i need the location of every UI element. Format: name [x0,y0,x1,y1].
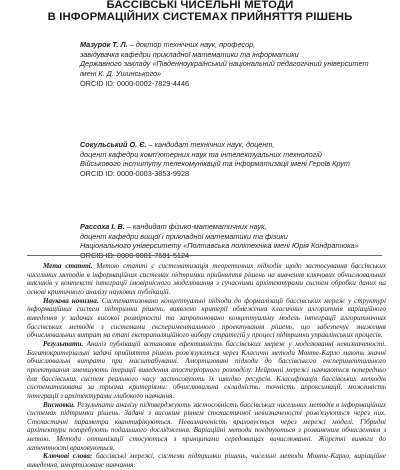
abstract-novelty [27,297,386,340]
author-name: Сокульський О. Є. [80,140,147,149]
results-heading: Результати. [43,339,84,348]
title-line-1: БАССІВСЬКІ ЧИСЕЛЬНІ МЕТОДИ [106,0,294,11]
author-orcid: ORCID ID: 0000-0001-7681-5124 [80,251,190,261]
keywords-heading: Ключові слова: [43,452,93,461]
novelty-text: Систематизовано концептуальні підходи до формалізації бассівських мереж у структурі інформаційних систем підтримки рішень, виявлено критерії обмеження класичних алгоритмів варіаційного виведення у задачах високої розмірності та запропоновано концептуальну модель інтеграції алгоритмічних бассівських методів з системами експериментального проектування рішень, що забезпечує зниження обчислювальних витрат на етапі екстраполяційного вибору стратегій у процесі підтримки управлінських процесів. [27,296,386,340]
author-degree: – кандидат фізико-математичних наук, [124,222,267,231]
author-affiliation: Військового інституту телекомунікацій та інформатизації імені Героїв Крут [80,159,350,169]
author-degree: – доктор технічних наук, професор, [127,40,256,49]
divider-line [27,255,382,256]
article-title [10,0,390,23]
keywords-text: бассівські мережі, системи підтримки рішень, чисельні методи Монте-Карло, варіаційне виведення, амортизоване навчання. [27,452,386,470]
author-1 [80,40,400,89]
conclusions-text: Результати аналізу підтверджують застосовність бассівських чисельних методів в інформаційних системах підтримки рішень. Задачі з високим рівнем стохастичної невизначеності розв'язуються через них. Стохастичні параметри квантифікуються. Невизначеність враховується через мережі моделі. Гібридні архітектури потребують подальшого дослідження. Варіаційні методи поєднуються з розвиненим обчисленням з метою. Методи оптимізації стосуються з принципами середовищах вичислюванні. Жорсткі вимоги до латентності враховуються. [27,400,386,452]
abstract-conclusions [27,401,386,453]
author-position: завідувачка кафедри прикладної математики та інформатики [80,49,299,59]
conclusions-heading: Висновки. [43,400,76,409]
abstract-results [27,340,386,401]
author-orcid: ORCID ID: 0000-0002-7829-4446 [80,78,190,88]
goal-heading: Мета статті. [43,262,93,270]
author-position: доцент кафедри вищої і прикладної математики та фізики [80,231,288,241]
author-affiliation: Державного закладу «Південноукраїнський національний педагогічний університет [80,59,369,69]
abstract-keywords [27,452,386,469]
title-line-2: В ІНФОРМАЦІЙНИХ СИСТЕМАХ ПРИЙНЯТТЯ РІШЕНЬ [47,10,353,23]
author-affiliation-cont: імені К. Д. Ушинського» [80,69,162,79]
author-affiliation: Національного університету «Полтавська політехніка імені Юрія Кондратюка» [80,241,359,251]
abstract [27,262,386,470]
novelty-heading: Наукова новизна. [43,296,99,305]
author-degree: – кандидат технічних наук, доцент, [146,140,275,149]
author-position: доцент кафедри комп'ютерних наук та інтелектуальних технологій [80,149,322,159]
abstract-goal [27,262,386,297]
author-name: Рассоха І. В. [80,222,125,231]
author-orcid: ORCID ID: 0000-0003-3853-9928 [80,169,190,179]
goal-text: Метою статті є систематизація теоретичних підходів щодо застосування бассівських чисельних методів в інформаційних системах підтримки прийняття рішень на вивчення ключових обчислювальних викликів у контексті інтеграції імовірнісного моделювання з сучасними архітектурами систем обробки даних на основі критичного аналізу наукових публікацій. [27,262,386,296]
author-name: Мазурок Т. Л. [80,40,128,49]
author-2 [80,140,400,179]
results-text: Аналіз публікацій встановив ефективність бассівських мереж у моделюванні невизначеності. Багатокритеріальні задачі прийняття рішень розв'язуються через Класичні методи Монте-Карло мають значні обчислювальні витрати при масштабуванні. Амортизовані підходи до бассівського експериментального проектування зменшують ітерації виведення апостеріорного розподілу. Нейронні мережі навчаються попередньо для бассівських систем реального часу застосовують їх швидко ресурсів. Класифікація бассівських методів систематизована за трьома критеріями: обчислювальна складність, точність апроксимації, можливість інтеграції з архітектурами глибокого навчання. [27,339,386,400]
